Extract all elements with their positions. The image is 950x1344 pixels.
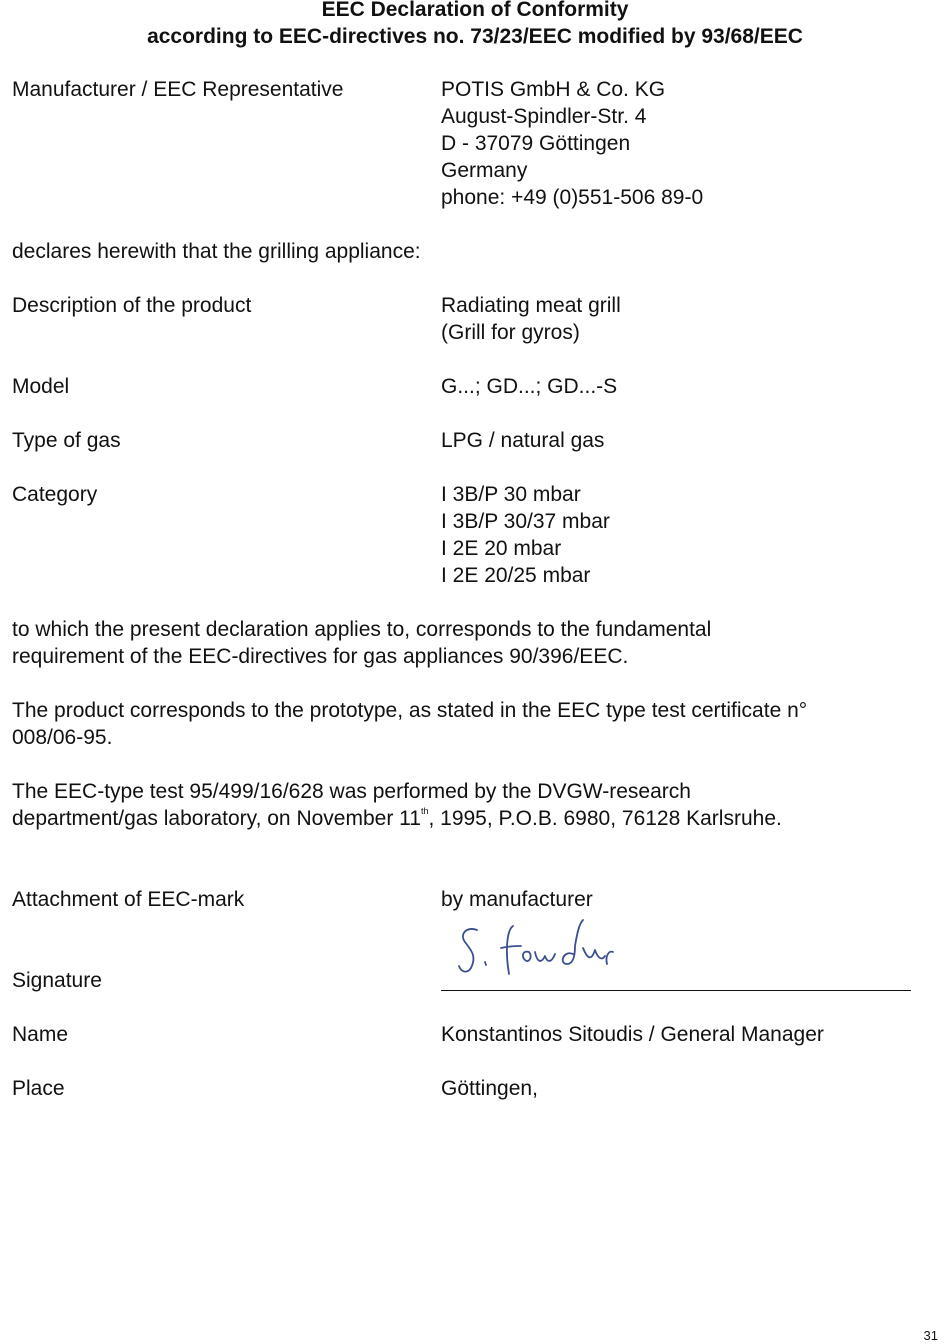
document-title: EEC Declaration of Conformity: [321, 0, 629, 21]
page-number: 31: [923, 1328, 938, 1343]
name-label: Name: [12, 1023, 69, 1046]
gas-label: Type of gas: [12, 429, 121, 452]
directive-paragraph: [12, 616, 937, 670]
manufacturer-name: POTIS GmbH & Co. KG: [441, 78, 666, 101]
document-subtitle: according to EEC-directives no. 73/23/EEC modified by 93/68/EEC: [147, 25, 803, 48]
manufacturer-country: Germany: [441, 159, 528, 182]
category-line: I 3B/P 30 mbar: [441, 483, 581, 506]
manufacturer-address: [441, 76, 703, 211]
category-label: Category: [12, 483, 98, 506]
description-value: [441, 292, 621, 346]
test-location-text: , 1995, P.O.B. 6980, 76128 Karlsruhe.: [428, 807, 782, 830]
paragraph-line: 008/06-95.: [12, 726, 113, 749]
model-label: Model: [12, 375, 70, 398]
signature-line: [441, 990, 911, 991]
name-value: Konstantinos Sitoudis / General Manager: [441, 1023, 824, 1046]
manufacturer-street: August-Spindler-Str. 4: [441, 105, 647, 128]
paragraph-line: requirement of the EEC-directives for gas appliances 90/396/EEC.: [12, 645, 629, 668]
manufacturer-city: D - 37079 Göttingen: [441, 132, 631, 155]
place-value: Göttingen,: [441, 1077, 538, 1100]
attachment-value: by manufacturer: [441, 888, 593, 911]
description-line: Radiating meat grill: [441, 294, 621, 317]
model-value: G...; GD...; GD...-S: [441, 375, 618, 398]
category-line: I 3B/P 30/37 mbar: [441, 510, 610, 533]
manufacturer-phone: phone: +49 (0)551-506 89-0: [441, 186, 704, 209]
paragraph-line: [12, 805, 937, 832]
test-paragraph: [12, 778, 937, 832]
gas-value: LPG / natural gas: [441, 429, 605, 452]
handwritten-signature: [455, 916, 625, 978]
declares-text: declares herewith that the grilling appliance:: [12, 240, 421, 263]
manufacturer-label: Manufacturer / EEC Representative: [12, 78, 344, 101]
paragraph-line: The EEC-type test 95/499/16/628 was performed by the DVGW-research: [12, 780, 691, 803]
signature-label: Signature: [12, 969, 102, 992]
paragraph-line: to which the present declaration applies to, corresponds to the fundamental: [12, 618, 712, 641]
prototype-paragraph: [12, 697, 937, 751]
place-label: Place: [12, 1077, 65, 1100]
category-values: [441, 481, 610, 589]
attachment-label: Attachment of EEC-mark: [12, 888, 245, 911]
category-line: I 2E 20/25 mbar: [441, 564, 591, 587]
paragraph-line: The product corresponds to the prototype, as stated in the EEC type test certificate n°: [12, 699, 808, 722]
ordinal-suffix: th: [420, 806, 429, 816]
description-line: (Grill for gyros): [441, 321, 580, 344]
description-label: Description of the product: [12, 294, 252, 317]
category-line: I 2E 20 mbar: [441, 537, 562, 560]
test-date-text: department/gas laboratory, on November 11: [12, 807, 421, 830]
